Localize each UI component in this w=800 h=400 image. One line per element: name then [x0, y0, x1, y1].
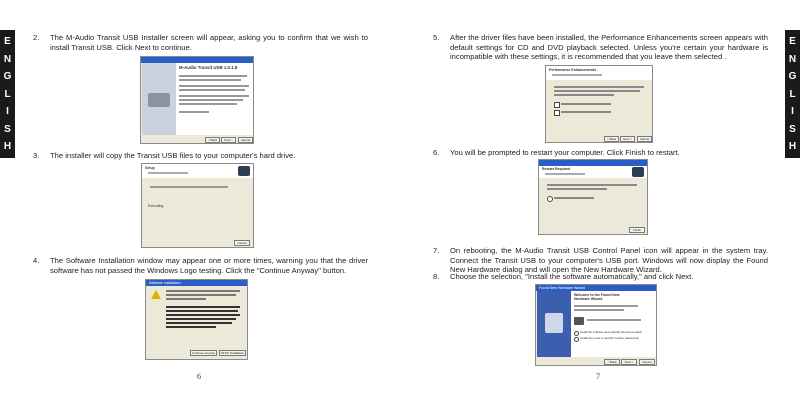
tab-letter: H [3, 141, 12, 152]
tab-letter: L [4, 88, 11, 100]
step-3 [33, 151, 368, 163]
tab-letter: N [788, 53, 797, 65]
step-number: 6. [433, 148, 440, 157]
radio-button[interactable] [547, 196, 553, 202]
installer-welcome-screenshot [140, 56, 254, 144]
step-number: 8. [433, 272, 440, 281]
window-title: Found New Hardware Wizard [539, 286, 585, 290]
install-automatically-option[interactable]: Install the software automatically (Recommended) [580, 330, 643, 334]
header-panel [546, 66, 652, 80]
step-5 [433, 33, 768, 65]
restart-screenshot [538, 159, 648, 235]
warning-icon [151, 290, 161, 299]
next-button[interactable]: Next > [620, 136, 635, 142]
step-number: 2. [33, 33, 40, 42]
step-text: On rebooting, the M-Audio Transit USB Control Panel icon will appear in the system tray. Connect the Transit USB to your computer's USB port. Windows will now display the Found New Hardware dialog and will open the New Hardware Wizard. [450, 246, 768, 274]
checkbox[interactable] [554, 110, 560, 116]
continue-anyway-button[interactable]: Continue Anyway [191, 351, 216, 355]
back-button[interactable]: < Back [205, 137, 220, 143]
header-panel [142, 164, 253, 178]
step-2 [33, 33, 368, 55]
next-button[interactable]: Next > [221, 137, 236, 143]
content-panel [571, 291, 657, 357]
step-8 [433, 272, 768, 284]
cancel-button[interactable]: Cancel [637, 136, 652, 142]
tab-letter: G [3, 71, 12, 82]
tab-letter: L [789, 88, 796, 100]
window-title: Software Installation [149, 281, 181, 285]
tab-letter: I [6, 106, 9, 117]
step-text: The Software Installation window may appear one or more times, warning you that the driver software has not passed the Windows Logo testing. Click the "Continue Anyway" button. [50, 256, 368, 275]
window-titlebar [146, 280, 247, 286]
logo-warning-screenshot [145, 279, 248, 360]
step-number: 5. [433, 33, 440, 42]
step-text: Choose the selection, "Install the software automatically," and click Next. [450, 272, 694, 281]
setup-heading: Setup [145, 166, 155, 170]
step-text: After the driver files have been installed, the Performance Enhancements screen appears with default settings for CD and DVD playback selected. Unless you're certain your hardware is incompatible with these settings, it is recommended that you leave them selected . [450, 33, 768, 61]
tab-letter: E [789, 36, 796, 47]
dialog-title: M-Audio Transit USB 1.0.1.8 [179, 65, 238, 70]
performance-screenshot [545, 65, 653, 143]
step-text: The M-Audio Transit USB Installer screen will appear, asking you to confirm that we wish to install Transit USB. Click Next to continue. [50, 33, 368, 52]
cancel-button[interactable]: Cancel [238, 137, 253, 143]
performance-heading: Performance Enhancements [549, 68, 597, 72]
checkbox[interactable] [554, 102, 560, 108]
setup-copy-screenshot [141, 163, 254, 248]
step-number: 4. [33, 256, 40, 265]
restart-heading: Restart Required [542, 167, 571, 171]
tab-letter: E [4, 36, 11, 47]
side-graphic [142, 63, 176, 135]
page-number-right: 7 [596, 372, 600, 381]
radio-button[interactable] [574, 331, 579, 336]
tab-letter: H [788, 141, 797, 152]
step-number: 3. [33, 151, 40, 160]
step-text: You will be prompted to restart your computer. Click Finish to restart. [450, 148, 680, 157]
install-from-list-option[interactable]: Install from a list or specific location (Advanced) [580, 336, 640, 340]
side-graphic [537, 291, 571, 357]
new-hardware-screenshot [535, 284, 657, 366]
step-4 [33, 256, 368, 278]
cancel-button[interactable]: Cancel [639, 359, 655, 365]
tab-letter: N [3, 53, 12, 65]
step-number: 7. [433, 246, 440, 255]
setup-status: Executing [148, 204, 164, 208]
back-button[interactable]: < Back [604, 136, 619, 142]
back-button[interactable]: < Back [604, 359, 620, 365]
page-number-left: 6 [197, 372, 201, 381]
tab-letter: S [4, 123, 11, 135]
header-panel [539, 166, 647, 178]
side-tab-right [785, 30, 800, 158]
content-panel [176, 63, 254, 135]
tab-letter: S [789, 123, 796, 135]
wizard-heading: Welcome to the Found New Hardware Wizard [574, 293, 620, 302]
tab-letter: G [788, 71, 797, 82]
tab-letter: I [791, 106, 794, 117]
radio-button[interactable] [574, 337, 579, 342]
next-button[interactable]: Next > [621, 359, 637, 365]
step-text: The installer will copy the Transit USB files to your computer's hard drive. [50, 151, 296, 160]
cancel-button[interactable]: Cancel [234, 240, 250, 246]
stop-installation-button[interactable]: STOP Installation [220, 351, 245, 355]
side-tab-left [0, 30, 15, 158]
finish-button[interactable]: Finish [629, 227, 645, 233]
